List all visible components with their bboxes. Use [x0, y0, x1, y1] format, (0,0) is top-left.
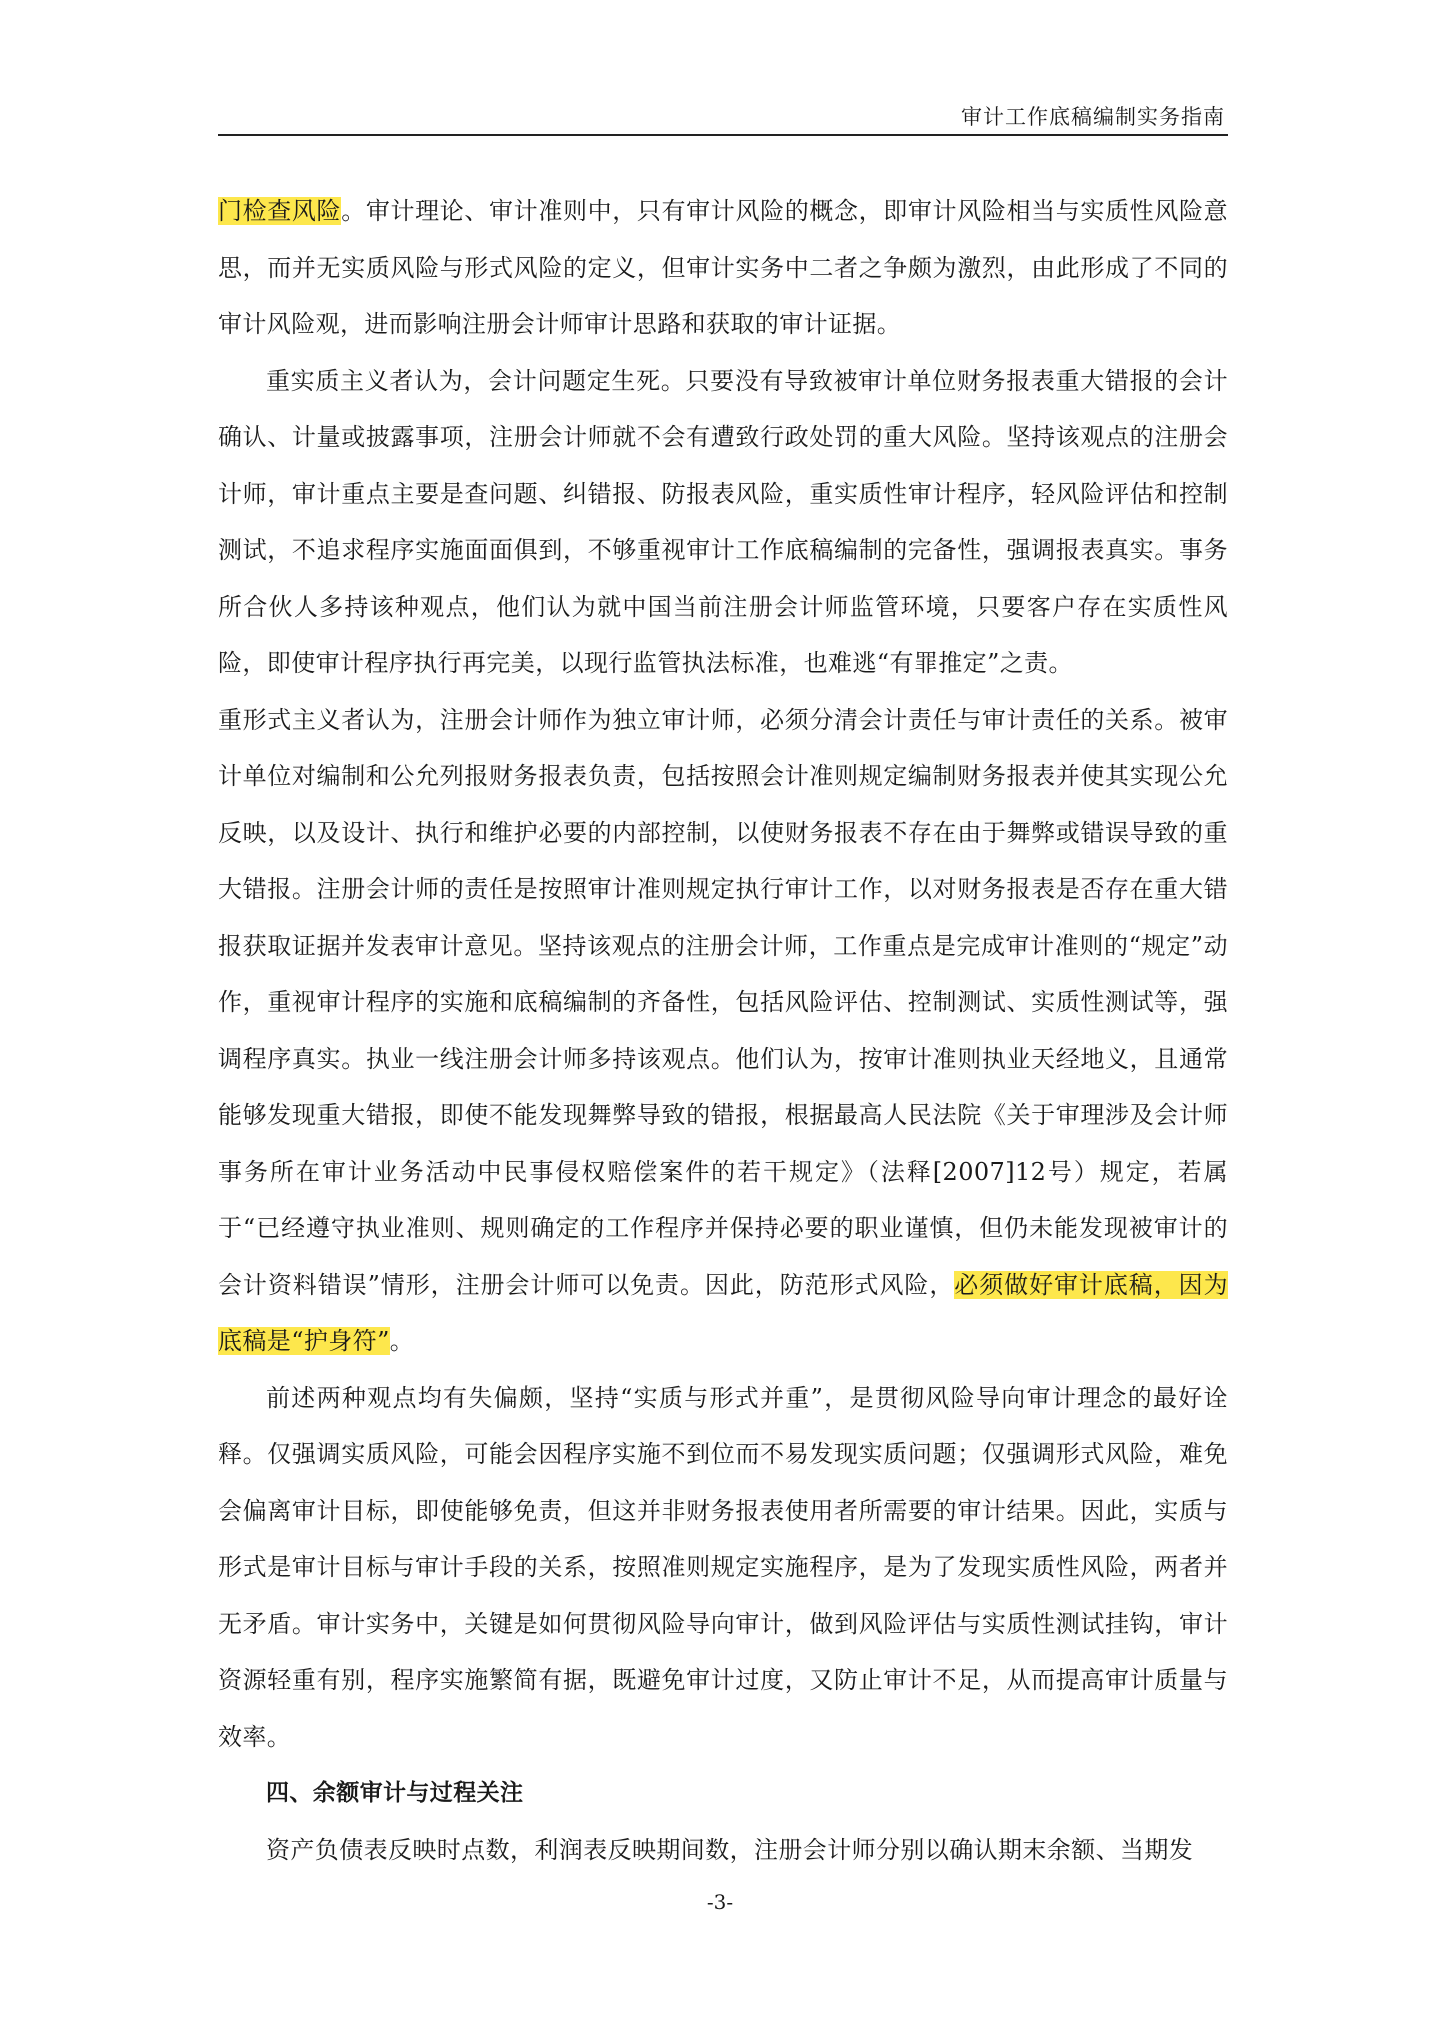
paragraph-1	[218, 183, 1228, 353]
page-number: -3-	[706, 1890, 734, 1914]
text-run: 。审计理论、审计准则中，只有审计风险的概念，即审计风险相当与实质性风险意思，而并无实质风险与形式风险的定义，但审计实务中二者之争颇为激烈，由此形成了不同的审计风险观，进而影响注册会计师审计思路和获取的审计证据。	[218, 197, 1228, 338]
text-run: 前述两种观点均有失偏颇，坚持“实质与形式并重”，是贯彻风险导向审计理念的最好诠释。仅强调实质风险，可能会因程序实施不到位而不易发现实质问题；仅强调形式风险，难免会偏离审计目标，即使能够免责，但这并非财务报表使用者所需要的审计结果。因此，实质与形式是审计目标与审计手段的关系，按照准则规定实施程序，是为了发现实质性风险，两者并无矛盾。审计实务中，关键是如何贯彻风险导向审计，做到风险评估与实质性测试挂钩，审计资源轻重有别，程序实施繁简有据，既避免审计过度，又防止审计不足，从而提高审计质量与效率。	[218, 1383, 1228, 1751]
highlighted-text: 必须做好审计底稿，因为底稿是“护身符”	[218, 1270, 1228, 1355]
paragraph-5: 资产负债表反映时点数，利润表反映期间数，注册会计师分别以确认期末余额、当期发	[266, 1835, 1194, 1864]
running-header-title: 审计工作底稿编制实务指南	[961, 105, 1225, 129]
text-run: 重形式主义者认为，注册会计师作为独立审计师，必须分清会计责任与审计责任的关系。被审计单位对编制和公允列报财务报表负责，包括按照会计准则规定编制财务报表并使其实现公允反映，以及设计、执行和维护必要的内部控制，以使财务报表不存在由于舞弊或错误导致的重大错报。注册会计师的责任是按照审计准则规定执行审计工作，以对财务报表是否存在重大错报获取证据并发表审计意见。坚持该观点的注册会计师，工作重点是完成审计准则的“规定”动作，重视审计程序的实施和底稿编制的齐备性，包括风险评估、控制测试、实质性测试等，强调程序真实。执业一线注册会计师多持该观点。他们认为，按审计准则执业天经地义，且通常能够发现重大错报，即使不能发现舞弊导致的错报，根据最高人民法院《关于审理涉及会计师事务所在审计业务活动中民事侵权赔偿案件的若干规定》（法释[2007]12号）规定，若属于“已经遵守执业准则、规则确定的工作程序并保持必要的职业谨慎，但仍未能发现被审计的会计资料错误”情形，注册会计师可以免责。因此，防范形式风险，	[218, 705, 1228, 1299]
text-run: 门检查风险	[218, 197, 342, 225]
text-run: 。	[389, 1327, 415, 1355]
paragraph-2	[218, 353, 1228, 692]
paragraph-3	[218, 692, 1228, 1370]
paragraph-4	[218, 1370, 1228, 1766]
text-run: 重实质主义者认为，会计问题定生死。只要没有导致被审计单位财务报表重大错报的会计确认、计量或披露事项，注册会计师就不会有遭致行政处罚的重大风险。坚持该观点的注册会计师，审计重点主要是查问题、纠错报、防报表风险，重实质性审计程序，轻风险评估和控制测试，不追求程序实施面面俱到，不够重视审计工作底稿编制的完备性，强调报表真实。事务所合伙人多持该种观点，他们认为就中国当前注册会计师监管环境，只要客户存在实质性风险，即使审计程序执行再完美，以现行监管执法标准，也难逃“有罪推定”之责。	[218, 366, 1228, 677]
body-text	[218, 183, 1228, 1878]
header-rule	[218, 134, 1228, 136]
section-heading: 四、余额审计与过程关注	[266, 1780, 524, 1806]
